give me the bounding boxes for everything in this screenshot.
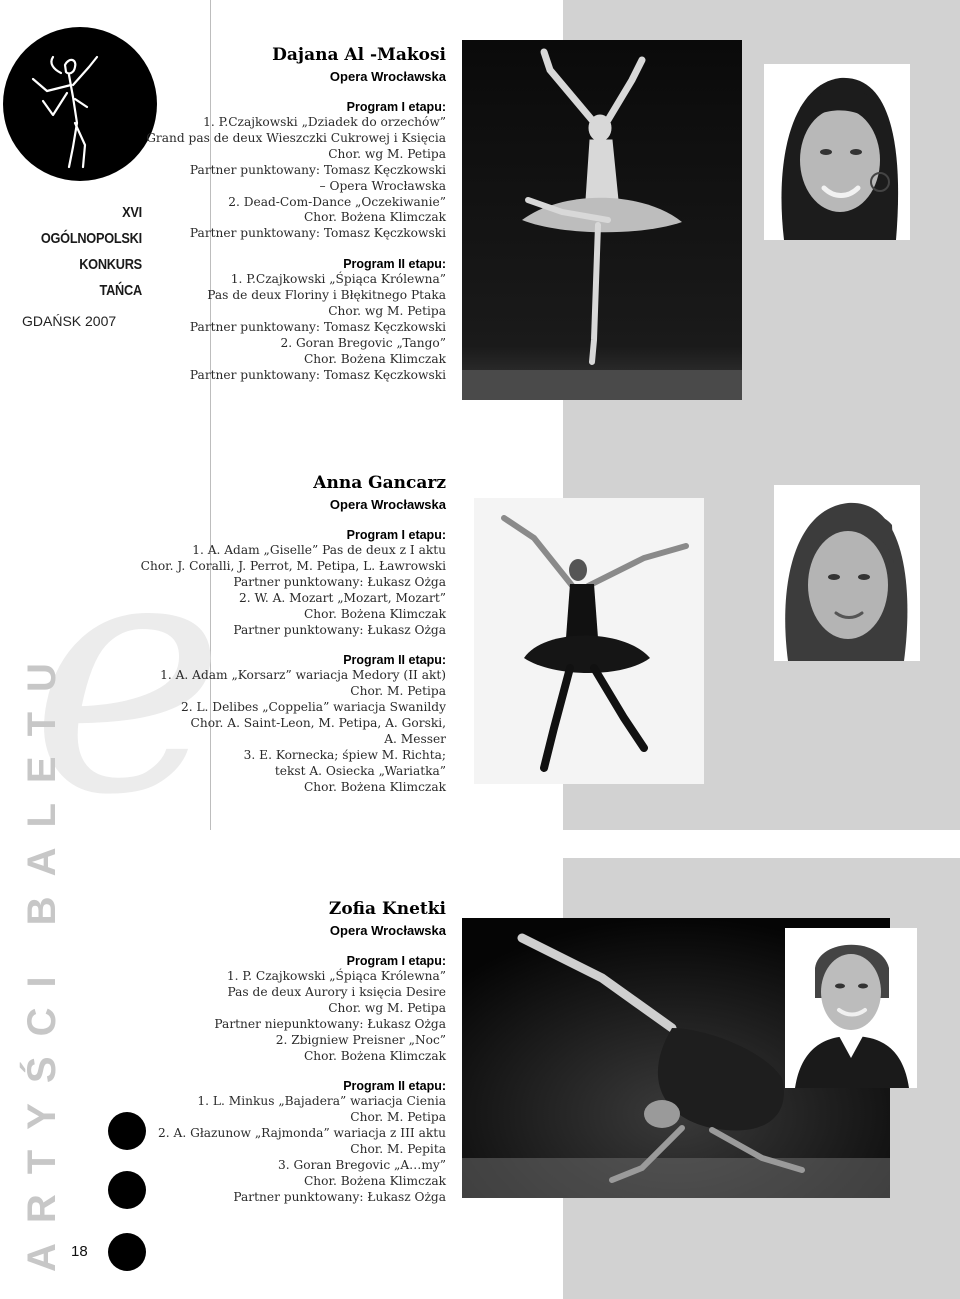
- program-line: Chor. Bożena Klimczak: [303, 606, 446, 621]
- program-line: Chor. M. Pepita: [350, 1142, 446, 1157]
- artist-block-anna: [141, 472, 446, 796]
- decorative-dot: [108, 1233, 146, 1271]
- program-line: Chor. Bożena Klimczak: [303, 779, 446, 794]
- program-line: Partner punktowany: Łukasz Ożga: [233, 622, 446, 637]
- portrait-photo-dajana: [764, 64, 910, 240]
- program-line: 1. P.Czajkowski „Dziadek do orzechów”: [203, 115, 446, 129]
- watermark-letter: e: [30, 483, 226, 867]
- program-line: Chor. wg M. Petipa: [328, 304, 446, 319]
- artist-block-zofia: [158, 898, 446, 1206]
- portrait-photo-anna: [774, 485, 920, 661]
- program-line: Pas de deux Floriny i Błękitnego Ptaka: [207, 288, 446, 303]
- artist-company: Opera Wrocławska: [329, 923, 446, 938]
- program-line: 3. E. Kornecka; śpiew M. Richta;: [243, 747, 446, 762]
- program-line: tekst A. Osiecka „Wariatka”: [274, 763, 446, 778]
- program-line: Chor. Bożena Klimczak: [303, 1048, 446, 1063]
- program-line: 2. Dead-Com-Dance „Oczekiwanie”: [228, 194, 446, 209]
- program-line: Chor. Bożena Klimczak: [303, 351, 446, 366]
- program-line: Chor. M. Petipa: [350, 684, 446, 699]
- contest-title-line: XVI: [122, 204, 142, 221]
- program-line: 1. A. Adam „Korsarz” wariacja Medory (II akt): [160, 668, 446, 683]
- program-line: 1. A. Adam „Giselle” Pas de deux z I aktu: [192, 543, 446, 557]
- artist-name: Anna Gancarz: [313, 473, 446, 493]
- program-line: Partner punktowany: Tomasz Kęczkowski: [189, 319, 446, 334]
- program-line: A. Messer: [384, 732, 446, 747]
- contest-title-line: OGÓLNOPOLSKI: [40, 230, 142, 247]
- program-line: Chor. wg M. Petipa: [328, 146, 446, 161]
- dancer-photo-dajana: [462, 40, 742, 400]
- page-number: 18: [71, 1243, 88, 1260]
- artist-block-dajana: [146, 44, 446, 384]
- program-line: Chor. J. Coralli, J. Perrot, M. Petipa, L. Ławrowski: [140, 558, 446, 573]
- stage1-heading: Program I etapu:: [346, 528, 446, 542]
- program-line: Pas de deux Aurory i księcia Desire: [227, 984, 446, 999]
- program-line: Partner punktowany: Łukasz Ożga: [233, 574, 446, 589]
- contest-title-line: KONKURS: [79, 256, 142, 273]
- stage2-heading: Program II etapu:: [343, 1079, 446, 1094]
- stage1-heading: Program I etapu:: [346, 100, 446, 114]
- program-line: 2. W. A. Mozart „Mozart, Mozart”: [238, 590, 446, 605]
- dancer-logo-icon: [3, 27, 157, 181]
- vertical-section-title: ARTYŚCI BALETU: [20, 643, 64, 1272]
- artist-company: Opera Wrocławska: [329, 69, 446, 84]
- artist-name: Zofia Knetki: [328, 899, 446, 919]
- contest-title: [41, 200, 142, 304]
- program-line: Partner punktowany: Tomasz Kęczkowski: [189, 367, 446, 382]
- program-line: Chor. Bożena Klimczak: [303, 1173, 446, 1188]
- program-line: Partner niepunktowany: Łukasz Ożga: [214, 1016, 446, 1031]
- program-line: Chor. Bożena Klimczak: [303, 210, 446, 225]
- program-line: 2. Zbigniew Preisner „Noc”: [275, 1032, 446, 1047]
- program-line: – Opera Wrocławska: [319, 178, 446, 193]
- program-line: Chor. M. Petipa: [350, 1110, 446, 1125]
- program-line: Chor. wg M. Petipa: [328, 1000, 446, 1015]
- program-line: Partner punktowany: Tomasz Kęczkowski: [189, 226, 446, 241]
- artist-name: Dajana Al -Makosi: [272, 45, 446, 65]
- program-line: 2. A. Głazunow „Rajmonda” wariacja z III aktu: [158, 1126, 446, 1141]
- portrait-photo-zofia: [785, 928, 917, 1088]
- program-line: 1. L. Minkus „Bajadera” wariacja Cienia: [197, 1094, 446, 1109]
- decorative-dot: [108, 1171, 146, 1209]
- program-line: 1. P.Czajkowski „Śpiąca Królewna”: [230, 272, 446, 287]
- program-line: 3. Goran Bregovic „A…my”: [278, 1158, 446, 1173]
- contest-title-line: TAŃCA: [99, 282, 142, 299]
- stage1-heading: Program I etapu:: [346, 954, 446, 968]
- program-line: Partner punktowany: Tomasz Kęczkowski: [189, 162, 446, 177]
- stage2-heading: Program II etapu:: [343, 257, 446, 272]
- program-line: Grand pas de deux Wieszczki Cukrowej i Księcia: [146, 130, 446, 145]
- dancer-photo-anna: [474, 498, 704, 784]
- program-line: 2. L. Delibes „Coppelia” wariacja Swanildy: [180, 700, 446, 715]
- program-line: 1. P. Czajkowski „Śpiąca Królewna”: [226, 969, 446, 983]
- program-line: 2. Goran Bregovic „Tango”: [280, 335, 446, 350]
- artist-company: Opera Wrocławska: [329, 497, 446, 512]
- stage2-heading: Program II etapu:: [343, 653, 446, 668]
- decorative-dot: [108, 1112, 146, 1150]
- contest-city: GDAŃSK 2007: [22, 313, 117, 329]
- program-line: Partner punktowany: Łukasz Ożga: [233, 1189, 446, 1204]
- contest-logo: [3, 27, 157, 181]
- program-line: Chor. A. Saint-Leon, M. Petipa, A. Gorski,: [190, 716, 446, 731]
